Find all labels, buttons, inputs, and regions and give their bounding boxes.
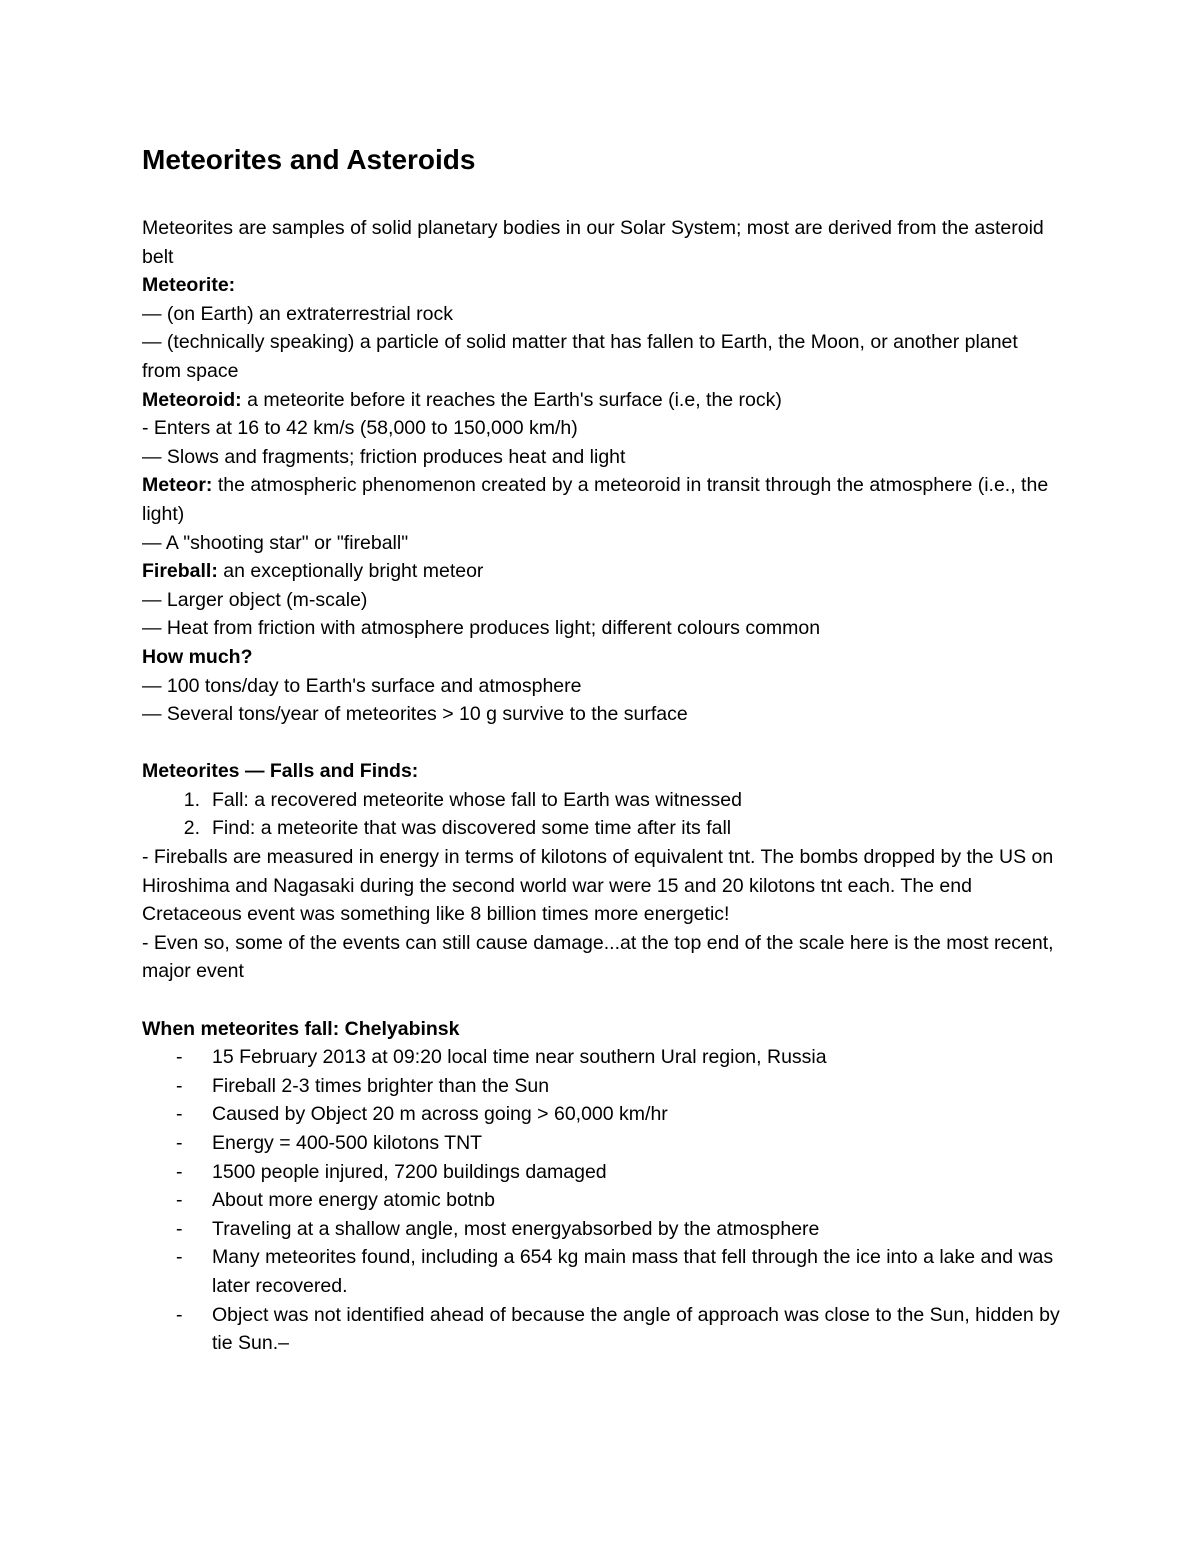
list-marker: - (176, 1074, 183, 1097)
list-item-text: Many meteorites found, including a 654 kg main mass that fell through the ice into a lake and was later recovered. (212, 1246, 1054, 1297)
meteorite-term: Meteorite: (142, 274, 236, 297)
damage-paragraph: - Even so, some of the events can still cause damage...at the top end of the scale here is the most recent, major event (142, 931, 1054, 983)
how-much-heading: How much? (142, 645, 253, 668)
list-item (142, 1072, 1062, 1101)
list-item (142, 786, 1062, 815)
falls-finds-heading: Meteorites — Falls and Finds: (142, 760, 419, 783)
list-marker: - (176, 1160, 183, 1183)
falls-finds-list (142, 786, 1062, 843)
fireball-line-2: — Heat from friction with atmosphere produces light; different colours common (142, 617, 821, 640)
list-marker: - (176, 1189, 183, 1212)
list-item-text: Fireball 2-3 times brighter than the Sun (212, 1074, 550, 1097)
list-item (142, 1243, 1062, 1300)
list-marker: 1. (183, 788, 200, 811)
meteorite-line-1: — (on Earth) an extraterrestrial rock (142, 302, 454, 325)
meteoroid-line-1: - Enters at 16 to 42 km/s (58,000 to 150,000 km/h) (142, 417, 578, 440)
meteor-definition (142, 471, 1062, 528)
list-item-text: Energy = 400-500 kilotons TNT (212, 1132, 483, 1154)
list-item-text: 15 February 2013 at 09:20 local time near southern Ural region, Russia (212, 1046, 827, 1069)
fireball-term: Fireball: (142, 560, 218, 583)
chelyabinsk-list (142, 1043, 1062, 1358)
list-item (142, 1186, 1062, 1215)
document-title: Meteorites and Asteroids (142, 144, 476, 175)
intro-paragraph: Meteorites are samples of solid planetary bodies in our Solar System; most are derived from the asteroid belt (142, 217, 1044, 268)
how-much-line-1: — 100 tons/day to Earth's surface and atmosphere (142, 674, 582, 697)
list-item (142, 814, 1062, 843)
how-much-line-2: — Several tons/year of meteorites > 10 g survive to the surface (142, 703, 688, 726)
spacer (142, 729, 1062, 758)
meteoroid-line-2: — Slows and fragments; friction produces heat and light (142, 445, 626, 468)
meteor-line-1: — A "shooting star" or "fireball" (142, 531, 409, 554)
fireball-definition (142, 557, 1062, 586)
fireball-def: an exceptionally bright meteor (217, 560, 484, 583)
list-item-text: Fall: a recovered meteorite whose fall to Earth was witnessed (212, 788, 742, 811)
meteoroid-def: a meteorite before it reaches the Earth's surface (i.e, the rock) (241, 388, 782, 411)
meteor-def: the atmospheric phenomenon created by a meteoroid in transit through the atmosphere (i.e., the light) (142, 474, 1049, 525)
list-marker: - (176, 1103, 183, 1126)
list-item (142, 1129, 1062, 1158)
list-item (142, 1301, 1062, 1358)
list-item-text: Object was not identified ahead of because the angle of approach was close to the Sun, hidden by tie Sun.– (212, 1303, 1060, 1355)
list-item (142, 1043, 1062, 1072)
list-marker: 2. (183, 817, 200, 840)
list-marker: - (176, 1217, 183, 1240)
list-item-text: Find: a meteorite that was discovered some time after its fall (212, 817, 732, 840)
meteoroid-definition (142, 386, 1062, 415)
meteoroid-term: Meteoroid: (142, 388, 242, 411)
list-item (142, 1158, 1062, 1187)
meteorite-line-2: — (technically speaking) a particle of solid matter that has fallen to Earth, the Moon, or another planet from space (142, 331, 1018, 382)
list-item (142, 1215, 1062, 1244)
list-marker: - (176, 1303, 183, 1326)
list-item-text: Traveling at a shallow angle, most energyabsorbed by the atmosphere (212, 1217, 820, 1240)
list-marker: - (176, 1046, 183, 1069)
list-marker: - (176, 1246, 183, 1269)
spacer (142, 986, 1062, 1015)
fireball-line-1: — Larger object (m-scale) (142, 588, 368, 611)
list-item-text: Caused by Object 20 m across going > 60,000 km/hr (212, 1103, 668, 1126)
fireballs-energy-paragraph: - Fireballs are measured in energy in terms of kilotons of equivalent tnt. The bombs dropped by the US on Hiroshima and Nagasaki during the second world war were 15 and 20 kilotons tnt each. The end Cretaceous event was something like 8 billion times more energetic! (142, 846, 1054, 926)
document-page (142, 138, 1062, 1358)
list-item-text: 1500 people injured, 7200 buildings damaged (212, 1160, 607, 1183)
list-item (142, 1100, 1062, 1129)
list-marker: - (176, 1132, 183, 1154)
meteor-term: Meteor: (142, 474, 213, 497)
chelyabinsk-heading: When meteorites fall: Chelyabinsk (142, 1017, 460, 1040)
list-item-text: About more energy atomic botnb (212, 1189, 495, 1212)
